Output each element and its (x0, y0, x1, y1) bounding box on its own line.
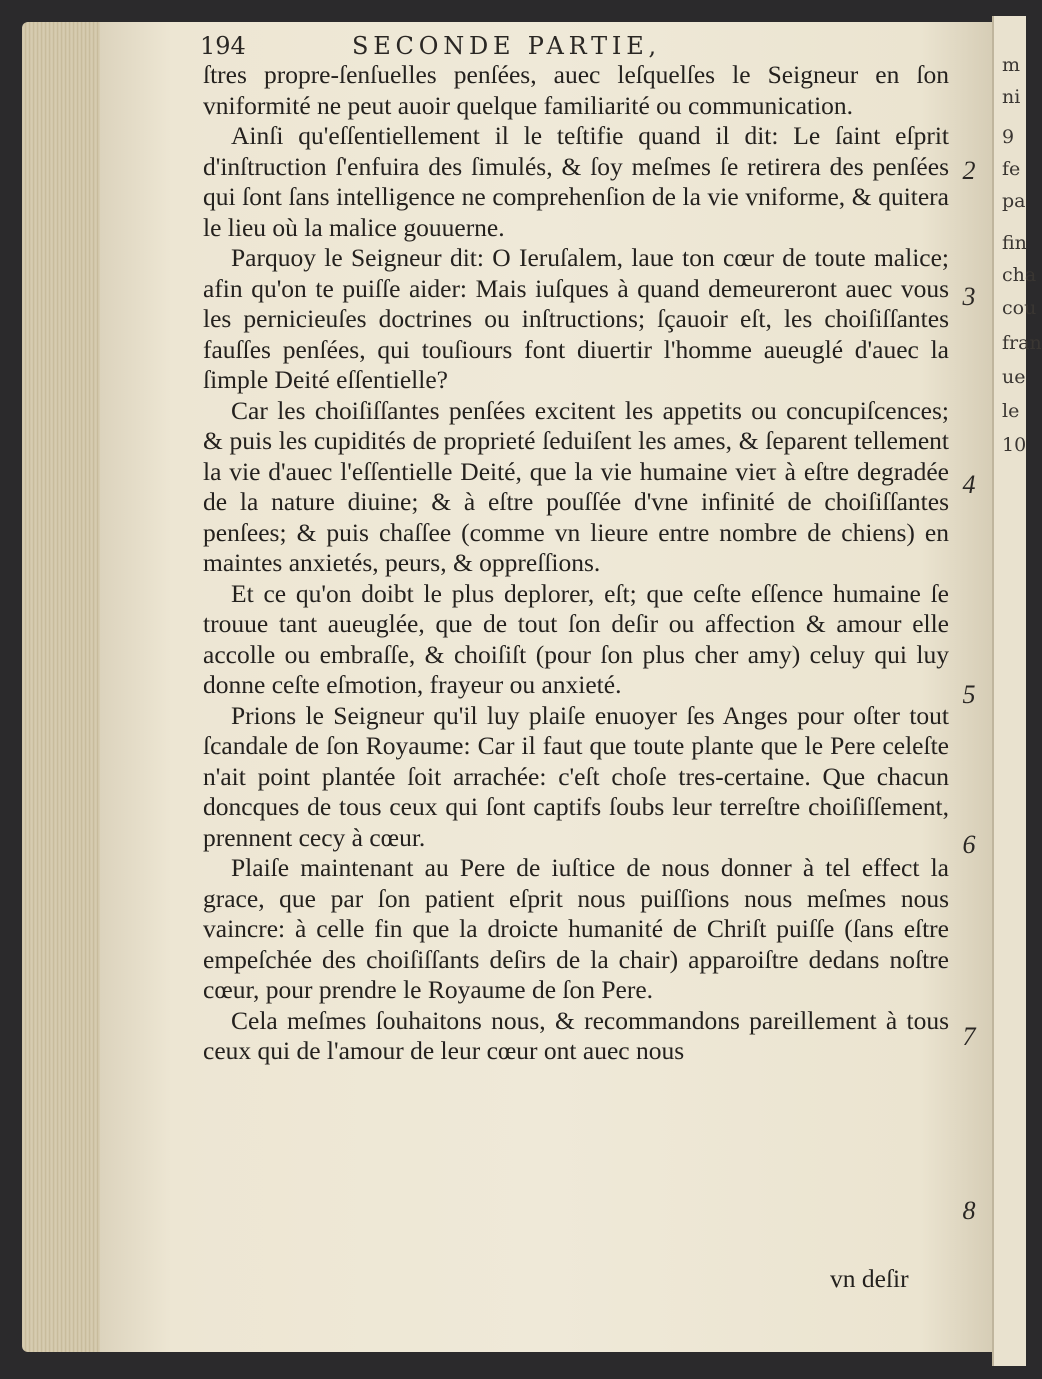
verse-number: 3 (962, 282, 976, 311)
facing-fragment: cha (1002, 264, 1037, 286)
facing-fragment: fe (1002, 158, 1021, 180)
facing-fragment: fin (1002, 232, 1027, 254)
verse-number: 2 (962, 156, 976, 185)
paragraph: Parquoy le Seigneur dit: O Ieruſalem, laue ton cœur de toute malice; afin qu'on te puiſſe aider: Mais iuſques à quand demeureront auec vous les pernicieuſes doctrines ou inſtructions; ſçauoir eſt, les choiſiſſantes fauſſes penſées, qui touſiours font diuertir l'homme aueuglé d'auec la ſimple Deité eſſentielle? (203, 243, 949, 394)
facing-fragment: fran (1002, 332, 1042, 354)
paragraph: Car les choiſiſſantes penſées excitent les appetits ou concupiſcences; & puis les cupidités de proprieté ſeduiſent les ames, & ſeparent tellement la vie d'auec l'eſſentielle Deité, que la vie humaine vieτ à eſtre degradée de la nature diuine; & à eſtre pouſſée d'vne infinité de choiſiſſantes penſees; & puis chaſſee (comme vn lieure entre nombre de chiens) en maintes anxietés, peurs, & oppreſſions. (203, 395, 949, 577)
facing-fragment: m (1002, 54, 1021, 76)
verse-number: 5 (962, 680, 976, 709)
facing-fragment: cou (1002, 297, 1037, 319)
page-number: 194 (200, 32, 246, 60)
paragraph: Cela meſmes ſouhaitons nous, & recommandons pareillement à tous ceux qui de l'amour de leur cœur ont auec nous (203, 1005, 949, 1065)
facing-page-edge (992, 16, 1042, 1366)
running-title: SECONDE PARTIE, (352, 32, 661, 60)
facing-page-fragments (994, 16, 1042, 1366)
facing-fragment: ue (1002, 366, 1026, 388)
verse-number: 7 (962, 1022, 976, 1051)
paragraph: Prions le Seigneur qu'il luy plaiſe enuoyer ſes Anges pour oſter tout ſcandale de ſon Royaume: Car il faut que toute plante que le Pere celeſte n'ait point plantée ſoit arrachée: c'eſt choſe tres-certaine. Que chacun doncques de tous ceux qui ſont captifs ſoubs leur terreſtre choiſiſſement, prennent cecy à cœur. (203, 700, 949, 852)
facing-fragment: le (1002, 400, 1020, 422)
facing-fragment: 10 (1002, 434, 1027, 456)
verse-number: 6 (962, 830, 976, 859)
paragraph: Et ce qu'on doibt le plus deplorer, eſt; que ceſte eſſence humaine ſe trouue tant aueuglée, que de tout ſon deſir ou affection & amour elle accolle ou embraſſe, & choiſiſt (pour ſon plus cher amy) celuy qui luy donne ceſte eſmotion, frayeur ou anxieté. (203, 578, 949, 699)
facing-fragment: ni (1002, 86, 1021, 108)
facing-fragment: pa (1002, 190, 1026, 212)
verse-number: 4 (962, 470, 976, 499)
facing-fragment: 9 (1002, 126, 1015, 148)
body-text (203, 60, 949, 1067)
paragraph: Ainſi qu'eſſentiellement il le teſtifie quand il dit: Le ſaint eſprit d'inſtruction ſ'enfuira des ſimulés, & ſoy meſmes ſe retirera des penſées qui ſont ſans intelligence ne comprehenſion de la vie vniforme, & quitera le lieu où la malice gouuerne. (203, 121, 949, 242)
verse-number: 8 (962, 1196, 976, 1225)
paragraph: ſtres propre-ſenſuelles penſées, auec leſquelſes le Seigneur en ſon vniformité ne peut auoir quelque familiarité ou communication. (203, 60, 949, 120)
running-head (200, 32, 940, 62)
paragraph: Plaiſe maintenant au Pere de iuſtice de nous donner à tel effect la grace, que par ſon patient eſprit nous puiſſions nous meſmes nous vaincre: à celle fin que la droicte humanité de Chriſt puiſſe (ſans eſtre empeſchée des choiſiſſants deſirs de la chair) apparoiſtre dedans noſtre cœur, pour prendre le Royaume de ſon Pere. (203, 853, 949, 1004)
catchword: vn deſir (830, 1264, 909, 1293)
book-page-edges (22, 22, 102, 1352)
